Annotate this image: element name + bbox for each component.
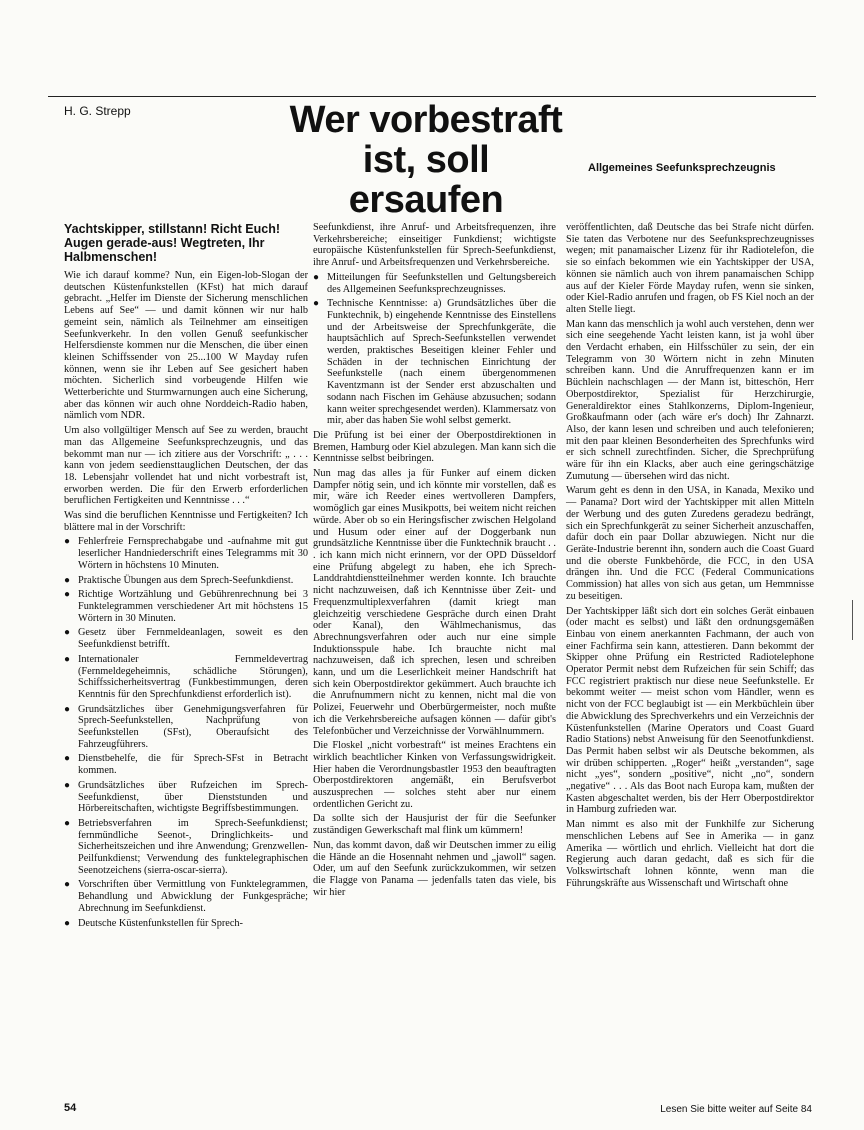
paragraph: Die Prüfung ist bei einer der Oberpostdirektionen in Bremen, Hamburg oder Kiel abzulegen. Man kann sich die Kenntnisse selbst beibringen. <box>313 429 556 465</box>
paragraph: Die Floskel „nicht vorbestraft“ ist meines Erachtens ein wirklich beachtlicher Kinken von Verfassungswidrigkeit. Hier haben die Verordnungsbastler 1953 den beauftragten Oberpostdirektoren angemäßt, ein Berufsverbot auszusprechen — solches steht aber nur einem ordentlichen Gericht zu. <box>313 740 556 810</box>
list-item: ● Grundsätzliches über Rufzeichen im Sprech-Seefunkdienst, über Dienststunden und Hörbereitschaften, wichtigste Begriffsbestimmungen. <box>64 780 308 815</box>
list-item: ● Dienstbehelfe, die für Sprech-SFst in Betracht kommen. <box>64 753 308 776</box>
list-item: ● Gesetz über Fernmeldeanlagen, soweit es den Seefunkdienst betrifft. <box>64 627 308 650</box>
lead-paragraph: Yachtskipper, stillstann! Richt Euch! Augen gerade-aus! Wegtreten, Ihr Halbmenschen! <box>64 222 281 264</box>
continued-note: Lesen Sie bitte weiter auf Seite 84 <box>660 1104 812 1115</box>
paragraph: Der Yachtskipper läßt sich dort ein solches Gerät einbauen (oder macht es selbst) und läßt den ordnungsgemäßen Einbau von einem anerkannten Fachmann, der auch von einer Fachfirma sein kann, attestieren. Dann bekommt der Skipper ohne Prüfung ein Restricted Radiotelephone Operator Permit nebst dem Rufzeichen für sein Schiff; das FCC registriert praktisch nur diese neue Seefunkstelle. Er bekommt weiter — meist schon vom Händler, wenn es nicht von der FCC beglaubigt ist — ein Merkbüchlein über die Abwicklung des Sprechverkehrs und ein Verzeichnis der Küstenfunkstellen (Marine Operators und Coast Guard Radio Stations) nebst Anweisung für den Seenotfunkdienst. Das Permit haben selbst wir als Deutsche bekommen, als wir drüben schipperten. „Roger“ heißt „verstanden“, sage nicht „yes“, sondern „positive“, nicht „no“, sondern „negative“ . . . Als das Boot nach Europa kam, mußten der Kasten abgeschaltet werden, bis der Herr Oberpostdirektor in Hamburg zufrieden war. <box>566 605 814 816</box>
paragraph: veröffentlichten, daß Deutsche das bei Strafe nicht dürfen. Sie taten das Verbotene nur des Seefunksprechzeugnisses wegen; mit panamaischer Lizenz für ihr Radiotelefon, die sie so einfach bekommen wie ein Yachtskipper der USA, können sie nämlich auch von ihrem panamaischen Schipp aus auf der Kieler Förde Mayday rufen, wenn sie sinken, oder Kiel-Radio anrufen und fragen, ob FS Kiel noch an der alten Stelle liegt. <box>566 222 814 315</box>
list-item: ● Grundsätzliches über Genehmigungsverfahren für Sprech-Seefunkstellen, Nachprüfung von Seefunkstellen (SFst), Oberaufsicht des Fahrzeugführers. <box>64 704 308 751</box>
paragraph: Nun, das kommt davon, daß wir Deutschen immer zu eilig die Hände an die Hosennaht nehmen und „jawoll“ sagen. Oder, um auf den Seefunk zurückzukommen, wir setzen die Flagge von Panama — jedenfalls taten das viele, bis wir hier <box>313 839 556 898</box>
article-title <box>240 100 612 220</box>
list-item: ● Fehlerfreie Fernsprechabgabe und -aufnahme mit gut leserlicher Handniederschrift eines Telegramms mit 30 Wörtern in höchstens 10 Minuten. <box>64 536 308 571</box>
list-item: ● Praktische Übungen aus dem Sprech-Seefunkdienst. <box>64 575 308 587</box>
title-line-1: Wer vorbestraft <box>289 99 563 141</box>
header-rule <box>48 96 816 97</box>
paragraph: Seefunkdienst, ihre Anruf- und Arbeitsfrequenzen, ihre Verkehrsbereiche; einseitiger Funkdienst; wichtigste europäische Küstenfunkstellen für Sprech-Seefunkdienst, ihre Anruf- und Arbeitsfrequenzen und Verkehrsbereiche. <box>313 222 556 269</box>
column-2 <box>313 222 556 901</box>
requirements-list <box>64 536 308 929</box>
paragraph: Was sind die beruflichen Kenntnisse und Fertigkeiten? Ich blättere mal in der Vorschrift: <box>64 510 308 533</box>
list-item: ● Richtige Wortzählung und Gebührenrechnung bei 3 Funktelegrammen verschiedener Art mit höchstens 15 Wörtern in 30 Minuten. <box>64 589 308 624</box>
paragraph: Nun mag das alles ja für Funker auf einem dicken Dampfer nötig sein, und ich könnte mir vorstellen, daß es mir, wäre ich Reeder eines wertvolleren Dampfers, womöglich gar eines Musikpotts, bei weitem nicht reichen würde. Aber ob so ein Heringsfischer zwischen Helgoland und Husum oder einer auf der Doggerbank nun grundsätzliche Kenntnisse über die Funktechnik braucht . . . ich kann mich nicht erinnern, vor der OPD Düsseldorf eine Prüfung abgelegt zu haben, ehe ich Sprech-Landdrahtdienstteilnehmer werden konnte. Ich brauchte nicht nachzuweisen, daß ich Kenntnisse über Zeit- und Frequenzmultiplexverfahren (damit kriegt man gleichzeitig verschiedene Gespräche durch einen Draht oder Kanal), den Wählmechanismus, das Abrechnungsverfahren oder auch nur eine simple Induktionsspule habe. Ich brauchte nicht mal nachzuweisen, daß ich sprechen, lesen und schreiben kann, und um die Leserlichkeit meiner Handschrift hat sich kein Oberpostdirektor gekümmert. Auch brauchte ich die Anrufnummern nicht zu kennen, nicht mal die von Polizei, Feuerwehr und Oberbürgermeister, noch mußte ich die Verkehrsbereiche aufsagen können — dafür gibt's Telefonbücher und Verzeichnisse der Vorwählnummern. <box>313 468 556 737</box>
list-item: ● Internationaler Fernmeldevertrag (Fernmeldegeheimnis, schädliche Störungen), Schiffssicherheitsvertrag (Funkbestimmungen, deren Kenntnis für den Sprechfunkdienst erforderlich ist). <box>64 654 308 701</box>
paragraph: Um also vollgültiger Mensch auf See zu werden, braucht man das Allgemeine Seefunksprechzeugnis, und das bekommt man nur — ich zitiere aus der Vorschrift: „ . . . kann von jedem seediensttauglichen Deutschen, der das 18. Lebensjahr vollendet hat und nicht vorbestraft ist, erworben werden. Die für den Erwerb erforderlichen beruflichen Fertigkeiten und Kenntnisse . . .“ <box>64 425 308 507</box>
column-1 <box>64 222 308 932</box>
title-line-2: ist, soll <box>362 139 490 181</box>
list-item: ● Technische Kenntnisse: a) Grundsätzliches über die Funktechnik, b) eingehende Kenntnisse des Einstellens und der Arbeitsweise der Sprechfunkgeräte, die hauptsächlich auf Sprech-Seefunkstellen verwendet werden, praktisches Beseitigen kleiner Fehler und Schäden in der technischen Einrichtung der Seefunkstelle (nach einem übergenommenen Kaventzmann ist der Sender erst abzuschalten und sodann nach Fischen im Gehäuse abzusuchen; sodann kann weiter sprechgesendet werden). Klammersatz von mir, aber das haben Sie wohl selbst gemerkt. <box>313 298 556 427</box>
paragraph: Wie ich darauf komme? Nun, ein Eigen-lob-Slogan der deutschen Küstenfunkstellen (KFst) hat mich darauf gebracht. „Helfer im Dienste der Sicherung menschlichen Lebens auf See“ — und damit können wir nur halb gemeint sein, nämlich als Teilnehmer am einseitigen Seefunkverkehr. In den vollen Genuß seefunkischer Helfersdienste kommen nur die Menschen, die über einen kleinen Schiffssender von 25...100 W Mayday rufen können, wenn sie ihr Leben auf See gesichert haben möchten. Sicherlich sind vorbeugende Hilfen wie Wetterberichte und Sturmwarnungen auch eine Sicherung, aber das können wir auch ohne Norddeich-Radio haben, nämlich vom NDR. <box>64 270 308 422</box>
list-item: ● Betriebsverfahren im Sprech-Seefunkdienst; fernmündliche Seenot-, Dringlichkeits- und Sicherheitszeichen und ihre Anwendung; Grenzwellen-Peilfunkdienst; Verwendung des funktelegraphischen Seenotzeichens (sierra-oscar-sierra). <box>64 818 308 877</box>
page-number: 54 <box>64 1102 77 1114</box>
requirements-list-continued <box>313 272 556 427</box>
paragraph: Warum geht es denn in den USA, in Kanada, Mexiko und — Panama? Dort wird der Yachtskipper mit allen Mitteln der Werbung und des guten Zuredens geradezu bedrängt, sich ein Sprechfunkgerät zu seiner Sicherheit anzuschaffen, dafür doch ein paar Dollar abzuwiegen. Nicht nur die Geräte-Industrie berennt ihn, sondern auch die Coast Guard und die oberste Funkbehörde, die FCC, in den USA drängen ihn. Und die FCC (Federal Communications Commission) hat alles von sich aus getan, um Hemmnisse zu beseitigen. <box>566 485 814 602</box>
author-name: H. G. Strepp <box>64 104 131 118</box>
list-item: ● Vorschriften über Vermittlung von Funktelegrammen, Behandlung und Abwicklung der Funkgespräche; Abrechnung im Seefunkdienst. <box>64 879 308 914</box>
paragraph: Man kann das menschlich ja wohl auch verstehen, denn wer sich eine seegehende Yacht leisten kann, ist ja wohl über den Verdacht erhaben, ein Hilfsschüler zu sein, der ein Telegramm von 30 Wörtern nicht in zehn Minuten schreiben kann. Und die Anruffrequenzen kann er im Büchlein nachschlagen — der Mann ist, bitteschön, Herr Oberpostdirektor, Spezialist für Herzchirurgie, Generaldirektor eines Stahlkonzerns, Diplom-Ingenieur, Großkaufmann oder (ach wäre er's doch) Ihr Zahnarzt. Also, der kann lesen und schreiben und auch telefonieren; mit den paar kleinen Besonderheiten des Sprechfunks wird er sich schnell zurechtfinden. Sicher, die Sprechprüfung wäre für ihn ein Klacks, aber auch eine geringschätzige Zumutung — übersehen wird das nicht. <box>566 318 814 482</box>
section-kicker: Allgemeines Seefunksprechzeugnis <box>588 162 776 174</box>
list-item: ● Mitteilungen für Seefunkstellen und Geltungsbereich des Allgemeinen Seefunksprechzeugnisses. <box>313 272 556 295</box>
list-item: ● Deutsche Küstenfunkstellen für Sprech- <box>64 918 308 930</box>
title-line-3: ersaufen <box>348 179 504 221</box>
edge-marker <box>852 600 864 640</box>
column-3 <box>566 222 814 892</box>
paragraph: Da sollte sich der Hausjurist der für die Seefunker zuständigen Gewerkschaft mal flink um kümmern! <box>313 813 556 837</box>
paragraph: Man nimmt es also mit der Funkhilfe zur Sicherung menschlichen Lebens auf See in Amerika — in ganz Amerika — wörtlich und ehrlich. Vielleicht hat dort die Regierung auch daran gedacht, daß es sich für die Volkswirtschaft lohnen könnte, wenn man die Führungskräfte aus Wissenschaft und Wirtschaft ohne <box>566 819 814 889</box>
